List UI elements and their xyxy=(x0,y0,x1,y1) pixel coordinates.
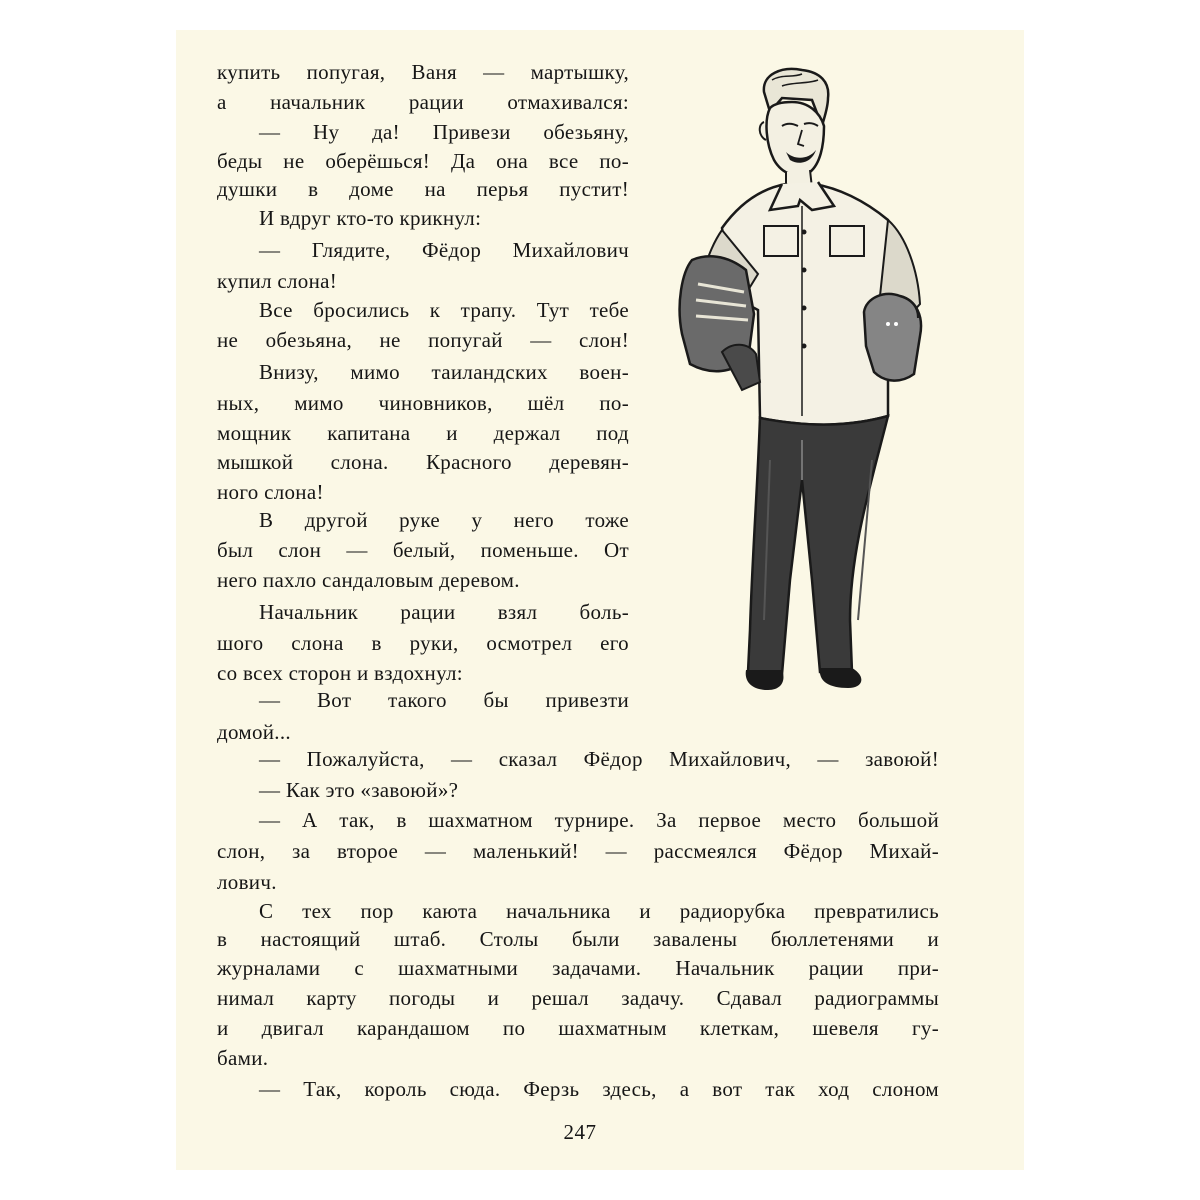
text-line: бами. xyxy=(217,1046,269,1070)
text-line: — Глядите, Фёдор Михайлович xyxy=(259,238,629,262)
text-line: — Как это «завоюй»? xyxy=(259,778,459,802)
text-line: лович. xyxy=(217,870,277,894)
text-line: С тех пор каюта начальника и радиорубка превратились xyxy=(259,899,939,923)
text-line: мощник капитана и держал под xyxy=(217,421,629,445)
text-line: — Вот такого бы привезти xyxy=(259,688,629,712)
text-line: — Ну да! Привези обезьяну, xyxy=(259,120,629,144)
text-line: — Так, король сюда. Ферзь здесь, а вот так ход слоном xyxy=(259,1077,939,1101)
text-line: — А так, в шахматном турнире. За первое место большой xyxy=(259,808,939,832)
text-line: домой... xyxy=(217,720,291,744)
page-number: 247 xyxy=(563,1120,597,1144)
text-line: беды не оберёшься! Да она все по- xyxy=(217,149,629,173)
text-line: В другой руке у него тоже xyxy=(259,508,629,532)
text-line: и двигал карандашом по шахматным клеткам, шевеля гу- xyxy=(217,1016,939,1040)
text-line: купить попугая, Ваня — мартышку, xyxy=(217,60,629,84)
text-line: ных, мимо чиновников, шёл по- xyxy=(217,391,629,415)
text-line: него пахло сандаловым деревом. xyxy=(217,568,520,592)
text-line: ного слона! xyxy=(217,480,324,504)
text-line: а начальник рации отмахивался: xyxy=(217,90,629,114)
text-line: Начальник рации взял боль- xyxy=(259,600,629,624)
illustration-man-with-elephants xyxy=(652,60,952,700)
text-line: в настоящий штаб. Столы были завалены бюллетенями и xyxy=(217,927,939,951)
text-line: со всех сторон и вздохнул: xyxy=(217,661,463,685)
text-line: слон, за второе — маленький! — рассмеялся Фёдор Михай- xyxy=(217,839,939,863)
text-line: мышкой слона. Красного деревян- xyxy=(217,450,629,474)
text-line: — Пожалуйста, — сказал Фёдор Михайлович, — завоюй! xyxy=(259,747,939,771)
text-line: нимал карту погоды и решал задачу. Сдавал радиограммы xyxy=(217,986,939,1010)
text-line: Внизу, мимо таиландских воен- xyxy=(259,360,629,384)
text-line: душки в доме на перья пустит! xyxy=(217,177,629,201)
text-line: был слон — белый, поменьше. От xyxy=(217,538,629,562)
text-line: шого слона в руки, осмотрел его xyxy=(217,631,629,655)
text-line: журналами с шахматными задачами. Начальник рации при- xyxy=(217,956,939,980)
text-line: не обезьяна, не попугай — слон! xyxy=(217,328,629,352)
text-line: И вдруг кто-то крикнул: xyxy=(259,206,482,230)
text-line: Все бросились к трапу. Тут тебе xyxy=(259,298,629,322)
text-line: купил слона! xyxy=(217,269,338,293)
